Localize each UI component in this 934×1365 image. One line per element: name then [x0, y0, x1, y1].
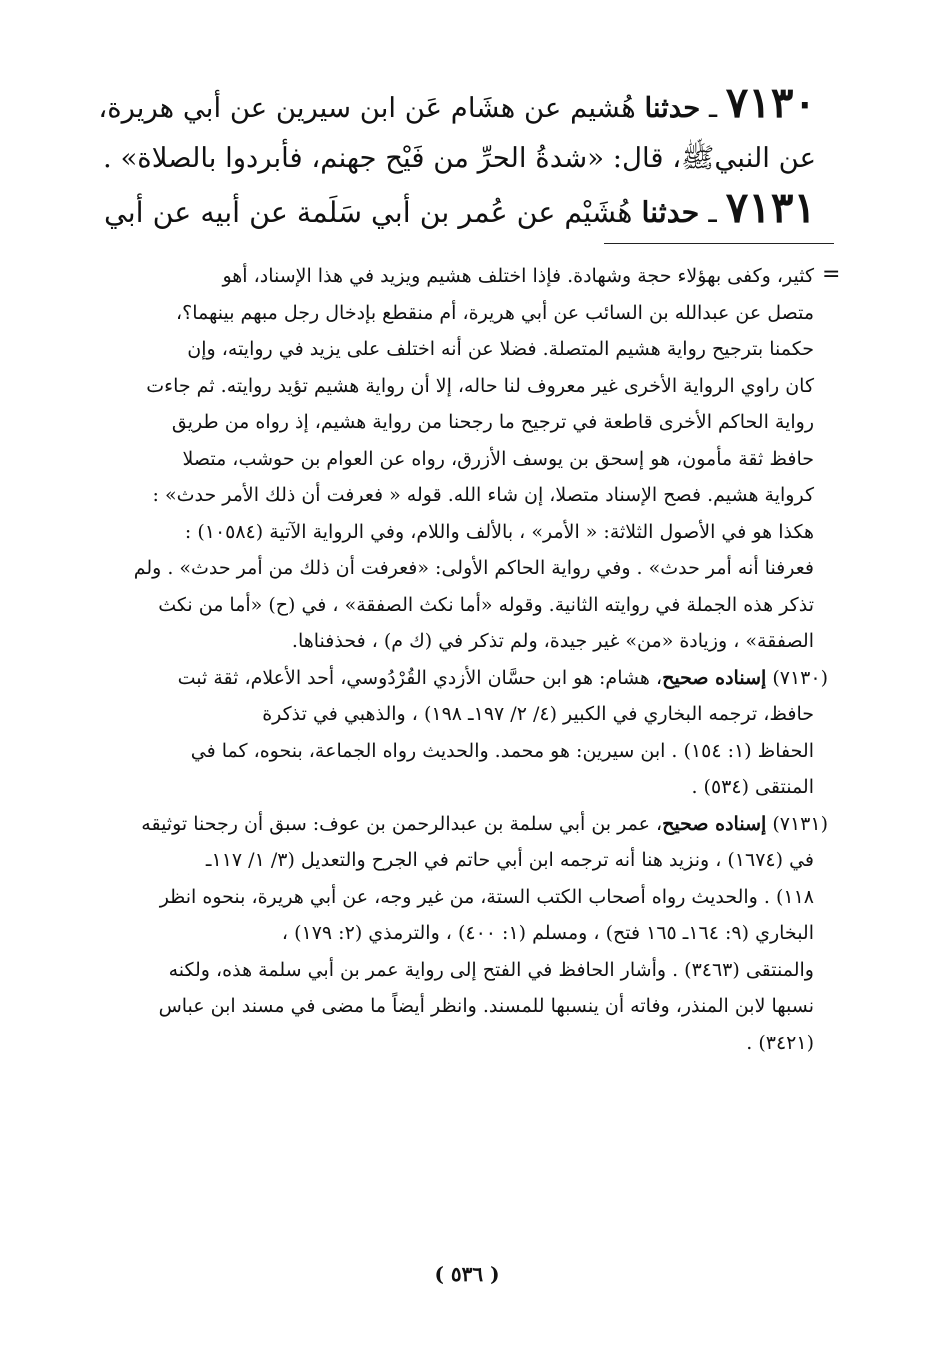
page-number: ( ٥٣٦ ): [434, 1262, 500, 1286]
note-line: (٧١٣٠) إسناده صحيح، هشام: هو ابن حسَّان الأزدي القُرْدُوسي، أحد الأعلام، ثقة ثبت: [177, 666, 828, 689]
note-line: الصفقة» ، وزيادة «من» غير جيدة، ولم تذكر في (ك م) ، فحذفناها.: [291, 630, 814, 652]
note-line: تذكر هذه الجملة في روايته الثانية. وقوله «أما نكث الصفقة» ، في (ح) «أما من نكث: [158, 593, 814, 616]
note-line: حكمنا بترجيح رواية هشيم المتصلة. فضلا عن أنه اختلف على يزيد في روايته، وإن: [187, 338, 814, 360]
note-line: كان راوي الرواية الأخرى غير معروف لنا حاله، إلا أن رواية هشيم تؤيد روايته. ثم جاءت: [146, 374, 814, 397]
isnad-text: هُشيم عن هشَام عَن ابن سيرين عن أبي هريرة،: [98, 92, 645, 124]
note-line: حافظ ثقة مأمون، هو إسحق بن يوسف الأزرق، رواه عن العوام بن حوشب، متصلا: [182, 447, 814, 470]
footnote-continuation: [114, 258, 814, 660]
note-line: المنتقى (٥٣٤) .: [691, 776, 814, 798]
note-label: (٧١٣١): [772, 812, 828, 835]
note-line: كرواية هشيم. فصح الإسناد متصلا، إن شاء الله. قوله « فعرفت أن ذلك الأمر حدث» :: [152, 484, 814, 506]
hadith-main-text: [98, 78, 816, 238]
footnote-separator: [604, 243, 834, 244]
note-line: رواية الحاكم الأخرى قاطعة في ترجيح ما رجحنا من رواية هشيم، إذ رواه من طريق: [171, 411, 814, 433]
note-line: البخاري (٩: ١٦٤ـ ١٦٥ فتح) ، ومسلم (١: ٤٠٠) ، والترمذي (٢: ١٧٩) ،: [281, 922, 814, 944]
note-line: كثير، وكفى بهؤلاء حجة وشهادة. فإذا اختلف هشيم ويزيد في هذا الإسناد، أهو: [222, 265, 814, 287]
hadith-7130-line-1: ٧١٣٠ ـ حدثنا هُشيم عن هشَام عَن ابن سيرين عن أبي هريرة،: [98, 78, 816, 127]
footnotes: [114, 258, 828, 1061]
isnad-text: هُشَيْم عن عُمر بن أبي سَلَمة عن أبيه عن أبي: [103, 196, 642, 229]
note-line: (٣٤٢١) .: [746, 1031, 814, 1054]
note-line: حافظ، ترجمه البخاري في الكبير (٤/ ٢/ ١٩٧ـ ١٩٨) ، والذهبي في تذكرة: [262, 703, 814, 725]
hadith-7130-line-2: [103, 133, 816, 183]
continuation-marker: =: [822, 262, 841, 287]
note-line: (٧١٣١) إسناده صحيح، عمر بن أبي سلمة بن عبدالرحمن بن عوف: سبق أن رجحنا توثيقه: [141, 812, 828, 835]
note-line: الحفاظ (١: ١٥٤) . ابن سيرين: هو محمد. والحديث رواه الجماعة، بنحوه، كما في: [190, 739, 814, 762]
grading-text: إسناده صحيح: [662, 666, 767, 689]
note-line: نسبها لابن المنذر، وفاته أن ينسبها للمسند. وانظر أيضاً ما مضى في مسند ابن عباس: [158, 995, 814, 1017]
hadith-number: ٧١٣٠: [725, 78, 816, 127]
note-line: فعرفنا أنه أمر حدث» . وفي رواية الحاكم الأولى: «فعرفت أن ذلك من أمر حدث» . ولم: [133, 557, 814, 579]
note-line: في (١٦٧٤) ، ونزيد هنا أنه ترجمه ابن أبي حاتم في الجرح والتعديل (٣/ ١/ ١١٧ـ: [205, 849, 814, 871]
note-line: والمنتقى (٣٤٦٣) . وأشار الحافظ في الفتح إلى رواية عمر بن أبي سلمة هذه، ولكنه: [168, 958, 814, 981]
hadith-number: ٧١٣١: [725, 183, 816, 232]
note-line: ١١٨) . والحديث رواه أصحاب الكتب الستة، من غير وجه، عن أبي هريرة، بنحوه انظر: [159, 885, 814, 908]
hadith-7131-line-1: ٧١٣١ ـ حدثنا هُشَيْم عن عُمر بن أبي سَلَمة عن أبيه عن أبي: [103, 183, 816, 232]
footnote-7131: [114, 806, 828, 1062]
footnote-7130: [114, 660, 828, 806]
note-label: (٧١٣٠): [772, 666, 828, 689]
note-line: هكذا هو في الأصول الثلاثة: « الأمر» ، بالألف واللام، وفي الرواية الآتية (١٠٥٨٤) :: [184, 520, 814, 543]
narration-word: حدثنا: [644, 92, 701, 124]
matn-text: عن النبيﷺ، قال: «شدةُ الحرِّ من فَيْح جهنم، فأبردوا بالصلاة» .: [103, 142, 816, 174]
narration-word: حدثنا: [641, 195, 700, 229]
grading-text: إسناده صحيح: [662, 812, 767, 835]
note-line: متصل عن عبدالله بن السائب عن أبي هريرة، أم منقطع بإدخال رجل مبهم بينهما؟،: [175, 301, 814, 324]
